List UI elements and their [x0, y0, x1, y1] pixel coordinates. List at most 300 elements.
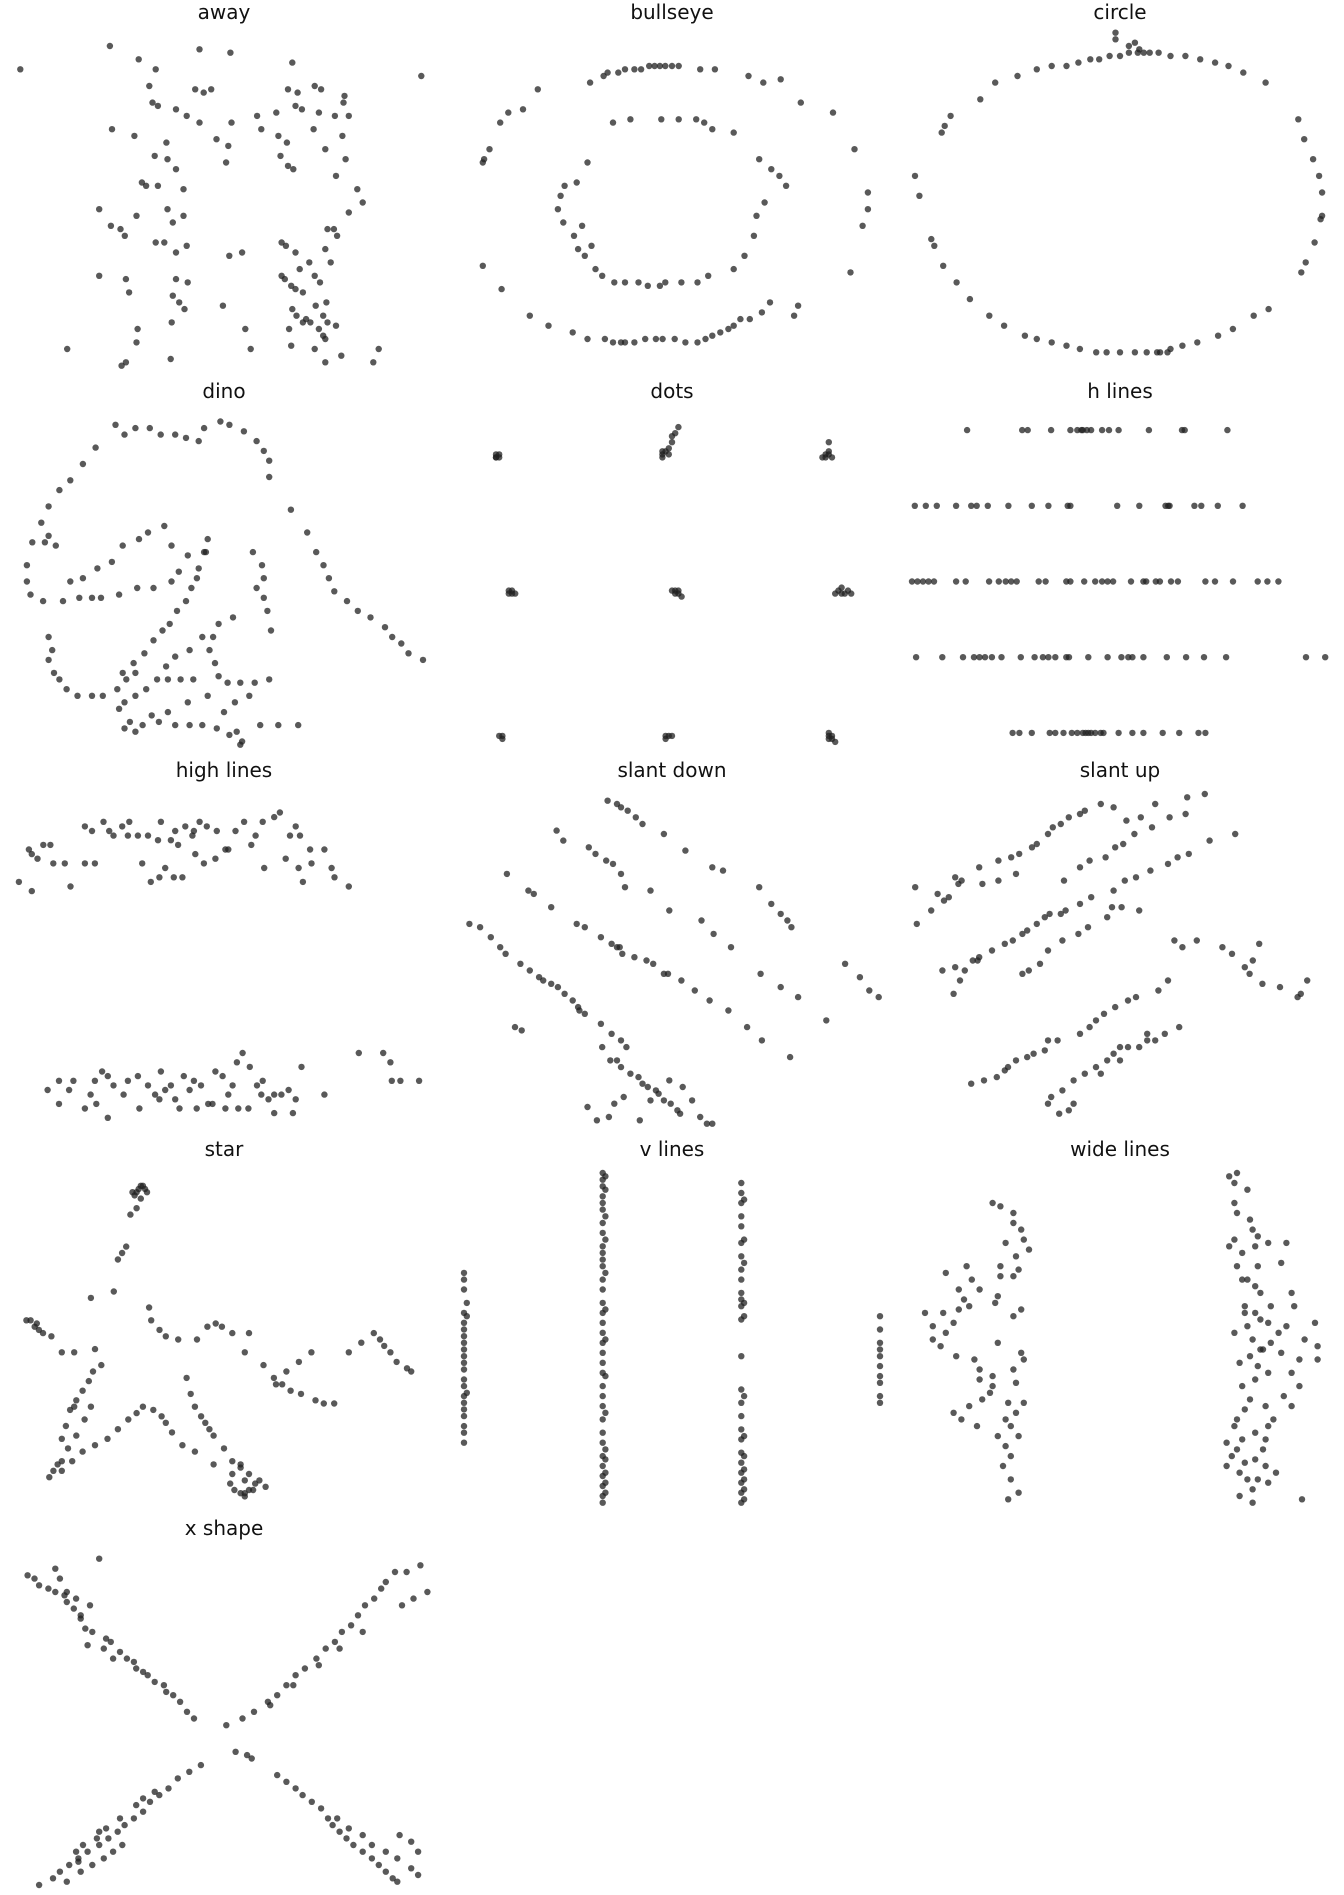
data-point [1298, 269, 1304, 275]
data-point [600, 1500, 606, 1506]
data-point [598, 934, 604, 940]
data-point [963, 1263, 969, 1269]
data-point [600, 1250, 606, 1256]
data-point [1037, 961, 1043, 967]
data-point [1099, 578, 1105, 584]
data-point [88, 1295, 94, 1301]
data-point [369, 1842, 375, 1848]
data-point [1174, 854, 1180, 860]
data-point [916, 193, 922, 199]
data-point [675, 587, 681, 593]
data-point [417, 1562, 423, 1568]
data-point [267, 1702, 273, 1708]
data-point [254, 1082, 260, 1088]
data-point [239, 738, 245, 744]
data-point [1257, 1316, 1263, 1322]
data-point [82, 1105, 88, 1111]
data-point [574, 921, 580, 927]
data-point [768, 166, 774, 172]
data-point [995, 857, 1001, 863]
data-point [1117, 349, 1123, 355]
data-point [124, 1655, 130, 1661]
data-point [254, 113, 260, 119]
data-point [744, 1024, 750, 1030]
panel-title: v lines [639, 1137, 705, 1161]
data-point [1010, 1210, 1016, 1216]
data-point [1098, 801, 1104, 807]
data-point [323, 299, 329, 305]
data-point [71, 1349, 77, 1355]
data-point [1167, 53, 1173, 59]
data-point [937, 1343, 943, 1349]
data-point [857, 974, 863, 980]
data-point [40, 1330, 46, 1336]
data-point [506, 590, 512, 596]
data-point [756, 884, 762, 890]
data-point [1265, 1240, 1271, 1246]
data-point [140, 1404, 146, 1410]
data-point [570, 329, 576, 335]
data-point [268, 627, 274, 633]
data-point [461, 1333, 467, 1339]
data-point [408, 1865, 414, 1871]
data-point [73, 1432, 79, 1438]
data-point [1085, 654, 1091, 660]
data-point [80, 461, 86, 467]
data-point [136, 536, 142, 542]
data-point [331, 1400, 337, 1406]
data-point [87, 1602, 93, 1608]
data-point [260, 1078, 266, 1084]
data-point [823, 1017, 829, 1023]
data-point [403, 1569, 409, 1575]
data-point [912, 884, 918, 890]
data-point [461, 1440, 467, 1446]
data-point [186, 1769, 192, 1775]
data-point [974, 1423, 980, 1429]
data-point [116, 591, 122, 597]
data-point [1110, 578, 1116, 584]
data-point [989, 1383, 995, 1389]
data-point [316, 326, 322, 332]
data-point [1229, 1453, 1235, 1459]
panel-title: slant up [1079, 758, 1161, 782]
data-point [1034, 841, 1040, 847]
data-point [1155, 50, 1161, 56]
data-point [1002, 1416, 1008, 1422]
data-point [209, 1101, 215, 1107]
data-point [38, 520, 44, 526]
data-point [297, 832, 303, 838]
data-point [78, 1615, 84, 1621]
data-point [1260, 1446, 1266, 1452]
data-point [140, 1809, 146, 1815]
data-point [966, 1303, 972, 1309]
data-point [745, 73, 751, 79]
data-point [342, 156, 348, 162]
data-point [1122, 877, 1128, 883]
data-point [1236, 1493, 1242, 1499]
data-point [1296, 1356, 1302, 1362]
data-point [131, 1659, 137, 1665]
data-point [738, 1180, 744, 1186]
data-point [87, 1091, 93, 1097]
data-point [1110, 1051, 1116, 1057]
data-point [300, 879, 306, 885]
data-point [92, 1346, 98, 1352]
panel-title: bullseye [630, 0, 714, 24]
data-point [1291, 1303, 1297, 1309]
data-point [461, 1366, 467, 1372]
data-point [939, 654, 945, 660]
data-point [321, 1091, 327, 1097]
data-point [939, 129, 945, 135]
data-point [1219, 944, 1225, 950]
data-point [205, 536, 211, 542]
data-point [1138, 814, 1144, 820]
data-point [712, 66, 718, 72]
scatter-panel [448, 0, 896, 379]
data-point [1136, 503, 1142, 509]
panel-title: dino [202, 379, 246, 403]
data-point [185, 699, 191, 705]
data-point [237, 680, 243, 686]
data-point [135, 832, 141, 838]
data-point [832, 739, 838, 745]
data-point [82, 860, 88, 866]
data-point [1126, 43, 1132, 49]
data-point [1123, 817, 1129, 823]
data-point [1224, 427, 1230, 433]
data-point [285, 163, 291, 169]
data-point [1288, 1370, 1294, 1376]
data-point [738, 1400, 744, 1406]
data-point [741, 1433, 747, 1439]
data-point [394, 1879, 400, 1885]
data-point [830, 109, 836, 115]
data-point [27, 1317, 33, 1323]
data-point [119, 1250, 125, 1256]
data-point [1125, 1044, 1131, 1050]
data-point [210, 1461, 216, 1467]
data-point [1048, 427, 1054, 433]
data-point [851, 146, 857, 152]
scatter-plot-area [0, 1163, 448, 1516]
data-point [146, 1304, 152, 1310]
data-point [318, 1805, 324, 1811]
data-point [738, 1413, 744, 1419]
data-point [976, 1286, 982, 1292]
data-point [545, 323, 551, 329]
data-point [231, 1487, 237, 1493]
data-point [976, 1376, 982, 1382]
data-point [222, 846, 228, 852]
data-point [622, 279, 628, 285]
data-point [1257, 1346, 1263, 1352]
data-point [618, 804, 624, 810]
data-point [661, 831, 667, 837]
data-point [331, 588, 337, 594]
data-point [611, 279, 617, 285]
data-point [1144, 1037, 1150, 1043]
scatter-panel [0, 758, 448, 1137]
data-point [1132, 349, 1138, 355]
data-point [261, 575, 267, 581]
data-point [995, 1340, 1001, 1346]
data-point [1005, 1400, 1011, 1406]
data-point [1029, 730, 1035, 736]
data-point [1183, 654, 1189, 660]
data-point [741, 1393, 747, 1399]
data-point [461, 1423, 467, 1429]
data-point [317, 279, 323, 285]
data-point [1202, 791, 1208, 797]
data-point [324, 319, 330, 325]
data-point [275, 133, 281, 139]
data-point [354, 186, 360, 192]
data-point [582, 1011, 588, 1017]
data-point [540, 977, 546, 983]
data-point [947, 113, 953, 119]
data-point [336, 1645, 342, 1651]
data-point [496, 733, 502, 739]
data-point [338, 353, 344, 359]
data-point [876, 994, 882, 1000]
data-point [668, 1101, 674, 1107]
data-point [461, 1320, 467, 1326]
data-point [360, 1849, 366, 1855]
data-point [1093, 1017, 1099, 1023]
data-point [1104, 1057, 1110, 1063]
data-point [62, 860, 68, 866]
data-point [731, 323, 737, 329]
data-point [389, 634, 395, 640]
data-point [214, 725, 220, 731]
data-point [1021, 1400, 1027, 1406]
data-point [248, 346, 254, 352]
data-point [481, 156, 487, 162]
data-point [738, 1426, 744, 1432]
data-point [1082, 1071, 1088, 1077]
data-point [657, 283, 663, 289]
data-point [287, 832, 293, 838]
data-point [36, 1882, 42, 1888]
data-point [289, 59, 295, 65]
data-point [98, 1362, 104, 1368]
data-point [1093, 1064, 1099, 1070]
data-point [1264, 578, 1270, 584]
data-point [192, 851, 198, 857]
data-point [1050, 824, 1056, 830]
data-point [672, 336, 678, 342]
data-point [277, 153, 283, 159]
data-point [188, 585, 194, 591]
data-point [172, 722, 178, 728]
data-point [783, 183, 789, 189]
data-point [618, 871, 624, 877]
data-point [1234, 1263, 1240, 1269]
data-point [1182, 53, 1188, 59]
data-point [461, 1383, 467, 1389]
data-point [212, 1068, 218, 1074]
data-point [176, 1105, 182, 1111]
data-point [600, 1350, 606, 1356]
data-point [1164, 349, 1170, 355]
data-point [1226, 1173, 1232, 1179]
data-point [847, 269, 853, 275]
data-point [63, 686, 69, 692]
data-point [150, 1407, 156, 1413]
data-point [1002, 1443, 1008, 1449]
data-point [362, 1602, 368, 1608]
data-point [720, 867, 726, 873]
data-point [136, 1105, 142, 1111]
data-point [1270, 1416, 1276, 1422]
data-point [1096, 56, 1102, 62]
data-point [738, 1266, 744, 1272]
data-point [201, 425, 207, 431]
data-point [174, 608, 180, 614]
panel-title: star [204, 1137, 244, 1161]
data-point [931, 243, 937, 249]
data-point [125, 832, 131, 838]
data-point [283, 1682, 289, 1688]
data-point [1301, 136, 1307, 142]
data-point [1117, 1044, 1123, 1050]
data-point [974, 957, 980, 963]
data-point [313, 549, 319, 555]
data-point [602, 1236, 608, 1242]
data-point [323, 1645, 329, 1651]
data-point [1296, 1383, 1302, 1389]
data-point [767, 299, 773, 305]
data-point [1104, 654, 1110, 660]
data-point [1118, 904, 1124, 910]
data-point [600, 1383, 606, 1389]
data-point [931, 578, 937, 584]
data-point [300, 289, 306, 295]
data-point [738, 1253, 744, 1259]
panel-title: h lines [1087, 379, 1153, 403]
data-point [183, 598, 189, 604]
data-point [156, 874, 162, 880]
data-point [1008, 578, 1014, 584]
data-point [760, 79, 766, 85]
data-point [930, 1323, 936, 1329]
data-point [986, 578, 992, 584]
data-point [920, 578, 926, 584]
data-point [125, 1416, 131, 1422]
data-point [358, 1340, 364, 1346]
data-point [71, 1404, 77, 1410]
data-point [167, 621, 173, 627]
data-point [1136, 907, 1142, 913]
data-point [560, 219, 566, 225]
data-point [1118, 654, 1124, 660]
data-point [65, 1445, 71, 1451]
data-point [1283, 1323, 1289, 1329]
data-point [600, 1416, 606, 1422]
panel-title: wide lines [1070, 1137, 1170, 1161]
data-point [1098, 1071, 1104, 1077]
data-point [602, 336, 608, 342]
data-point [967, 296, 973, 302]
data-point [332, 1639, 338, 1645]
data-point [1255, 1363, 1261, 1369]
data-point [143, 183, 149, 189]
data-point [1024, 1054, 1030, 1060]
data-point [175, 1775, 181, 1781]
data-point [140, 1795, 146, 1801]
data-point [607, 1057, 613, 1063]
data-point [976, 654, 982, 660]
data-point [979, 881, 985, 887]
data-point [1231, 1423, 1237, 1429]
data-point [1239, 1383, 1245, 1389]
data-point [1013, 1253, 1019, 1259]
data-point [75, 1859, 81, 1865]
data-point [610, 339, 616, 345]
data-point [320, 313, 326, 319]
data-point [1109, 904, 1115, 910]
data-point [371, 1595, 377, 1601]
data-point [109, 559, 115, 565]
scatter-panel [448, 758, 896, 1137]
data-point [957, 977, 963, 983]
data-point [1019, 427, 1025, 433]
data-point [627, 116, 633, 122]
data-point [80, 1842, 86, 1848]
data-point [535, 86, 541, 92]
data-point [461, 1270, 467, 1276]
data-point [1001, 323, 1007, 329]
data-point [480, 263, 486, 269]
data-point [512, 590, 518, 596]
data-point [172, 828, 178, 834]
data-point [112, 422, 118, 428]
data-point [89, 1862, 95, 1868]
data-point [219, 1073, 225, 1079]
data-point [647, 1097, 653, 1103]
data-point [731, 266, 737, 272]
data-point [1160, 730, 1166, 736]
data-point [31, 1575, 37, 1581]
data-point [84, 1642, 90, 1648]
data-point [662, 63, 668, 69]
data-point [738, 1276, 744, 1282]
data-point [110, 1849, 116, 1855]
data-point [175, 1336, 181, 1342]
data-point [963, 578, 969, 584]
scatter-panel [0, 379, 448, 758]
data-point [1206, 837, 1212, 843]
data-point [104, 1436, 110, 1442]
data-point [1252, 1430, 1258, 1436]
data-point [976, 1366, 982, 1372]
data-point [148, 1317, 154, 1323]
data-point [1259, 981, 1265, 987]
data-point [1304, 977, 1310, 983]
data-point [1301, 1336, 1307, 1342]
data-point [928, 236, 934, 242]
data-point [273, 109, 279, 115]
panel-title: away [197, 0, 251, 24]
data-point [1182, 811, 1188, 817]
data-point [615, 69, 621, 75]
data-point [285, 1087, 291, 1093]
data-point [114, 686, 120, 692]
data-point [107, 43, 113, 49]
